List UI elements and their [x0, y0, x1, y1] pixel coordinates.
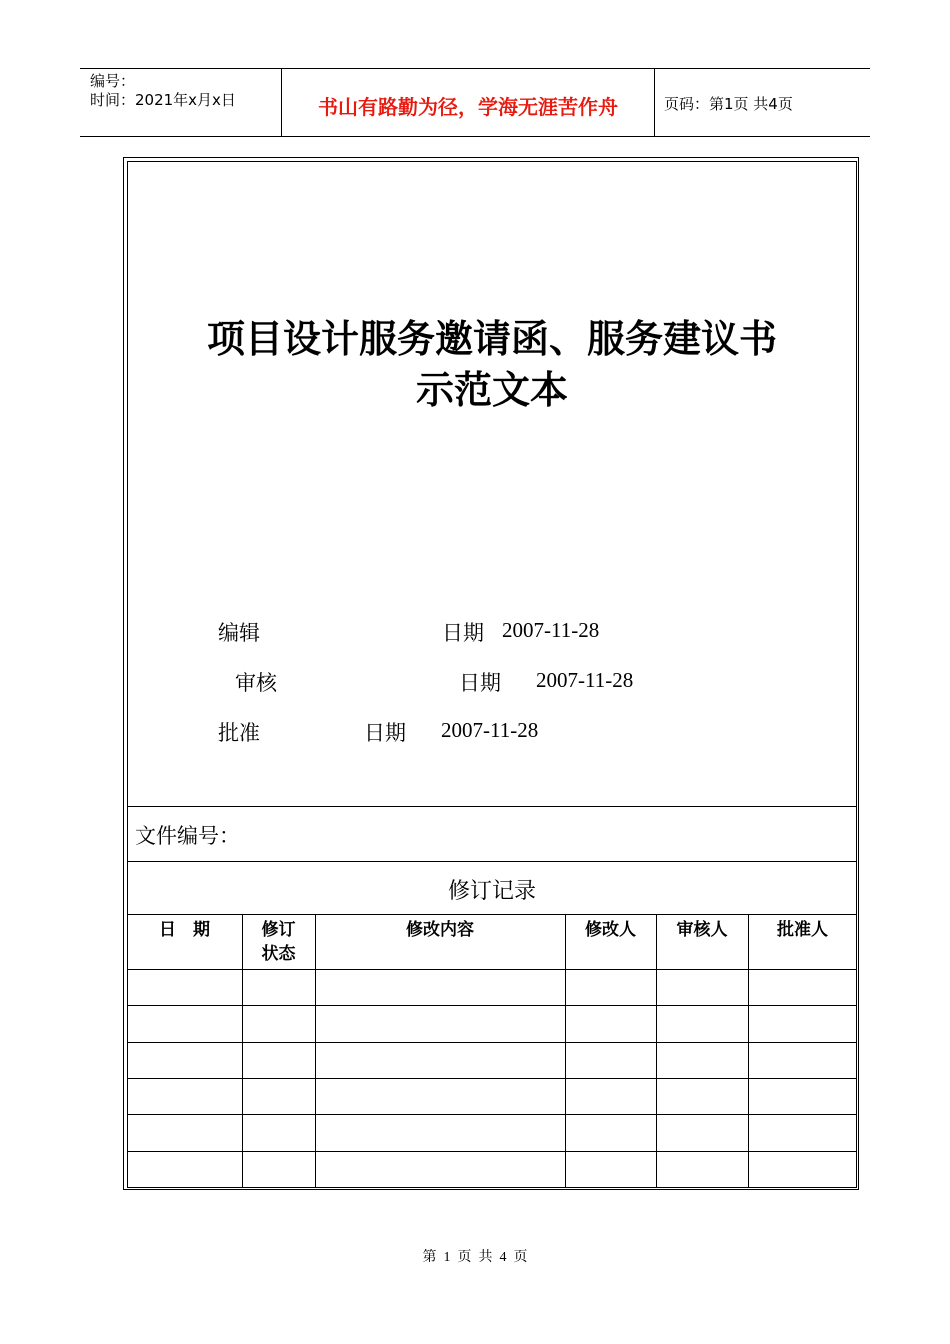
- reviewer-date: 2007-11-28: [536, 668, 634, 692]
- header-number-label: 编号：: [90, 72, 136, 90]
- editor-date: 2007-11-28: [502, 618, 600, 642]
- header-bottom-rule: [80, 136, 870, 137]
- revision-header-approver: 批准人: [777, 920, 828, 940]
- header-page-info: 页码：第1页 共4页: [664, 95, 793, 113]
- revision-header-reviewer: 审核人: [676, 920, 728, 940]
- table-row-rule: [127, 1042, 857, 1043]
- revision-header-status: 修订 状态: [261, 920, 296, 964]
- table-row-rule: [127, 969, 857, 970]
- revision-title-top-rule: [127, 861, 857, 862]
- table-row-rule: [127, 1114, 857, 1115]
- document-title-line-2: 示范文本: [415, 368, 568, 412]
- table-row-rule: [127, 1005, 857, 1006]
- header-divider-2: [654, 68, 655, 136]
- revision-record-title: 修订记录: [447, 879, 536, 904]
- editor-date-label: 日期: [442, 621, 484, 645]
- reviewer-date-label: 日期: [459, 671, 501, 695]
- revision-col-divider: [656, 914, 657, 1188]
- revision-header-date: 日 期: [159, 920, 210, 940]
- approver-date-label: 日期: [364, 721, 406, 745]
- approver-label: 批准: [218, 721, 260, 745]
- revision-col-divider: [565, 914, 566, 1188]
- header-motto: 书山有路勤为径，学海无涯苦作舟: [318, 95, 618, 119]
- table-row-rule: [127, 1078, 857, 1079]
- header-top-rule: [80, 68, 870, 69]
- revision-col-divider: [315, 914, 316, 1188]
- revision-col-divider: [748, 914, 749, 1188]
- file-number-label: 文件编号：: [135, 824, 240, 848]
- reviewer-label: 审核: [235, 671, 277, 695]
- editor-label: 编辑: [218, 621, 260, 645]
- page-footer: 第 1 页 共 4 页: [422, 1250, 528, 1265]
- file-number-top-rule: [127, 806, 857, 807]
- document-title-line-1: 项目设计服务邀请函、服务建议书: [206, 317, 777, 361]
- header-time-label: 时间：2021年x月x日: [90, 91, 236, 109]
- table-row-rule: [127, 1151, 857, 1152]
- approver-date: 2007-11-28: [441, 718, 539, 742]
- revision-header-modifier: 修改人: [585, 920, 636, 940]
- revision-header-content: 修改内容: [406, 920, 474, 940]
